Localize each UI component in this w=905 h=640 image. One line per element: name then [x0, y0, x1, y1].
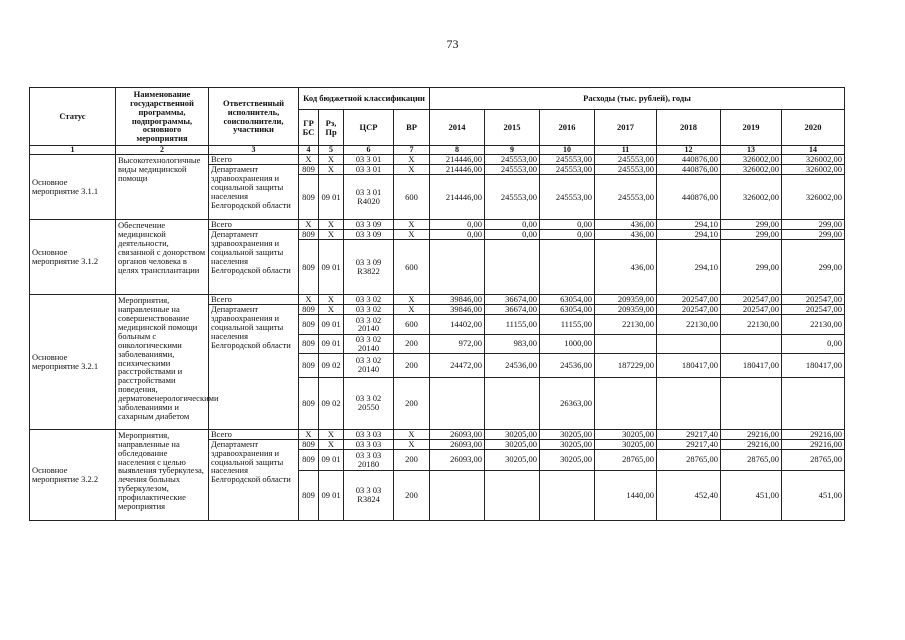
grbs-cell: Х [299, 155, 319, 165]
expense-value: 214446,00 [430, 175, 485, 220]
expense-value: 202547,00 [721, 305, 782, 315]
expense-value: 30205,00 [485, 429, 540, 439]
column-number: 2 [116, 146, 209, 155]
total-label: Всего [209, 429, 299, 439]
expense-value: 29216,00 [782, 439, 845, 449]
expense-value: 36674,00 [485, 295, 540, 305]
expense-value: 326002,00 [721, 165, 782, 175]
expense-value: 0,00 [485, 230, 540, 240]
expense-value: 29217,40 [657, 429, 721, 439]
grbs-cell: 809 [299, 305, 319, 315]
expense-value: 294,10 [657, 220, 721, 230]
expense-value: 63054,00 [540, 305, 595, 315]
rzpr-cell: 09 01 [319, 175, 344, 220]
expense-value: 22130,00 [595, 314, 657, 334]
column-number: 5 [319, 146, 344, 155]
expense-value: 202547,00 [782, 305, 845, 315]
vr-cell: Х [394, 220, 430, 230]
expense-value: 440876,00 [657, 155, 721, 165]
expense-value: 299,00 [782, 220, 845, 230]
expense-value: 30205,00 [540, 449, 595, 470]
expense-value [782, 377, 845, 429]
expense-value [485, 377, 540, 429]
csr-cell: 03 3 01 [344, 165, 394, 175]
expense-value: 245553,00 [485, 175, 540, 220]
activity-name-cell: Мероприятия, направленные на совершенствование медицинской помощи больным с онкологическими заболеваниями, психическими расстройствами и расстройствами поведения, дерматовенерологическими заболеваниями и сахарным диабетом [116, 295, 209, 430]
column-number: 12 [657, 146, 721, 155]
expense-value: 24536,00 [485, 353, 540, 377]
csr-cell: 03 3 01 [344, 155, 394, 165]
csr-cell: 03 3 02 20140 [344, 334, 394, 353]
expense-value [595, 334, 657, 353]
grbs-cell: Х [299, 295, 319, 305]
rzpr-cell: Х [319, 305, 344, 315]
vr-cell: 200 [394, 449, 430, 470]
expense-value: 29216,00 [721, 429, 782, 439]
expense-value [430, 377, 485, 429]
header-name: Наименование государственной программы, подпрограммы, основного мероприятия [116, 88, 209, 146]
expense-value: 11155,00 [540, 314, 595, 334]
grbs-cell: 809 [299, 377, 319, 429]
expense-value: 28765,00 [657, 449, 721, 470]
status-cell: Основное мероприятие 3.1.2 [30, 220, 116, 295]
activity-name-cell: Мероприятия, направленные на обследование населения с целью выявления туберкулеза, лечения больных туберкулезом, профилактические мероприятия [116, 429, 209, 520]
expense-value: 0,00 [430, 220, 485, 230]
expense-value: 0,00 [485, 220, 540, 230]
csr-cell: 03 3 02 [344, 305, 394, 315]
column-number: 11 [595, 146, 657, 155]
expense-value: 26093,00 [430, 429, 485, 439]
expense-value: 245553,00 [595, 175, 657, 220]
rzpr-cell: 09 01 [319, 470, 344, 520]
expense-value: 36674,00 [485, 305, 540, 315]
executor-cell: Департамент здравоохранения и социальной защиты населения Белгородской области [209, 305, 299, 430]
expense-value: 0,00 [540, 230, 595, 240]
column-number: 4 [299, 146, 319, 155]
header-rzpr: Рз, Пр [319, 110, 344, 146]
csr-cell: 03 3 03 20180 [344, 449, 394, 470]
rzpr-cell: Х [319, 439, 344, 449]
expense-value: 0,00 [540, 220, 595, 230]
grbs-cell: 809 [299, 230, 319, 240]
grbs-cell: 809 [299, 314, 319, 334]
expense-value [540, 240, 595, 295]
csr-cell: 03 3 02 20140 [344, 314, 394, 334]
expense-value: 28765,00 [782, 449, 845, 470]
expense-value: 202547,00 [657, 295, 721, 305]
vr-cell: 200 [394, 377, 430, 429]
expense-value: 180417,00 [782, 353, 845, 377]
grbs-cell: Х [299, 429, 319, 439]
expense-value [430, 470, 485, 520]
table-row [30, 155, 845, 165]
rzpr-cell: Х [319, 155, 344, 165]
expense-value: 209359,00 [595, 305, 657, 315]
vr-cell: 200 [394, 470, 430, 520]
expense-value: 440876,00 [657, 165, 721, 175]
expense-value: 299,00 [721, 240, 782, 295]
column-number: 13 [721, 146, 782, 155]
expense-value: 299,00 [721, 220, 782, 230]
status-cell: Основное мероприятие 3.2.2 [30, 429, 116, 520]
grbs-cell: 809 [299, 175, 319, 220]
expense-value: 299,00 [782, 240, 845, 295]
vr-cell: 600 [394, 240, 430, 295]
grbs-cell: 809 [299, 165, 319, 175]
grbs-cell: Х [299, 220, 319, 230]
expense-value: 11155,00 [485, 314, 540, 334]
expense-value: 180417,00 [721, 353, 782, 377]
column-number: 9 [485, 146, 540, 155]
expense-value: 187229,00 [595, 353, 657, 377]
csr-cell: 03 3 09 R3822 [344, 240, 394, 295]
table-row [30, 429, 845, 439]
rzpr-cell: Х [319, 295, 344, 305]
vr-cell: 600 [394, 175, 430, 220]
column-number: 1 [30, 146, 116, 155]
expense-value: 245553,00 [540, 155, 595, 165]
vr-cell: Х [394, 429, 430, 439]
expense-value: 30205,00 [485, 449, 540, 470]
csr-cell: 03 3 02 [344, 295, 394, 305]
grbs-cell: 809 [299, 470, 319, 520]
grbs-cell: 809 [299, 240, 319, 295]
csr-cell: 03 3 03 R3824 [344, 470, 394, 520]
total-label: Всего [209, 220, 299, 230]
column-number: 8 [430, 146, 485, 155]
vr-cell: Х [394, 305, 430, 315]
expense-value: 14402,00 [430, 314, 485, 334]
expense-value: 451,00 [721, 470, 782, 520]
column-number-row [30, 146, 845, 155]
vr-cell: 200 [394, 353, 430, 377]
total-label: Всего [209, 155, 299, 165]
expense-value: 245553,00 [595, 155, 657, 165]
expense-value: 326002,00 [721, 175, 782, 220]
expense-value: 29217,40 [657, 439, 721, 449]
expense-value: 39846,00 [430, 305, 485, 315]
expense-value: 202547,00 [782, 295, 845, 305]
expense-value: 436,00 [595, 230, 657, 240]
rzpr-cell: 09 01 [319, 449, 344, 470]
expense-value: 24472,00 [430, 353, 485, 377]
expense-value [721, 377, 782, 429]
expense-value: 39846,00 [430, 295, 485, 305]
expense-value [657, 334, 721, 353]
expense-value: 30205,00 [485, 439, 540, 449]
expense-value [430, 240, 485, 295]
table-row [30, 295, 845, 305]
csr-cell: 03 3 03 [344, 439, 394, 449]
rzpr-cell: Х [319, 429, 344, 439]
header-year: 2019 [721, 110, 782, 146]
column-number: 6 [344, 146, 394, 155]
vr-cell: Х [394, 155, 430, 165]
table-row [30, 220, 845, 230]
grbs-cell: 809 [299, 449, 319, 470]
header-year: 2017 [595, 110, 657, 146]
expense-value: 1440,00 [595, 470, 657, 520]
csr-cell: 03 3 03 [344, 429, 394, 439]
expense-value: 0,00 [782, 334, 845, 353]
expense-value [540, 470, 595, 520]
header-csr: ЦСР [344, 110, 394, 146]
expense-value: 326002,00 [782, 175, 845, 220]
csr-cell: 03 3 02 20550 [344, 377, 394, 429]
vr-cell: Х [394, 295, 430, 305]
grbs-cell: 809 [299, 439, 319, 449]
expense-value: 180417,00 [657, 353, 721, 377]
expense-value: 63054,00 [540, 295, 595, 305]
executor-cell: Департамент здравоохранения и социальной защиты населения Белгородской области [209, 439, 299, 520]
expense-value: 28765,00 [721, 449, 782, 470]
page-number: 73 [446, 37, 459, 51]
table-body [30, 146, 845, 521]
csr-cell: 03 3 09 [344, 220, 394, 230]
header-year: 2015 [485, 110, 540, 146]
expense-value: 202547,00 [721, 295, 782, 305]
vr-cell: 200 [394, 334, 430, 353]
expense-value: 0,00 [430, 230, 485, 240]
csr-cell: 03 3 01 R4020 [344, 175, 394, 220]
grbs-cell: 809 [299, 353, 319, 377]
expense-value [485, 240, 540, 295]
column-number: 3 [209, 146, 299, 155]
status-cell: Основное мероприятие 3.1.1 [30, 155, 116, 220]
vr-cell: 600 [394, 314, 430, 334]
expense-value: 245553,00 [485, 155, 540, 165]
header-year: 2020 [782, 110, 845, 146]
vr-cell: Х [394, 230, 430, 240]
expense-value [721, 334, 782, 353]
header-responsible: Ответственный исполнитель, соисполнители, участники [209, 88, 299, 146]
expense-value: 29216,00 [782, 429, 845, 439]
header-year: 2018 [657, 110, 721, 146]
rzpr-cell: Х [319, 230, 344, 240]
budget-table [29, 87, 845, 521]
expense-value: 26363,00 [540, 377, 595, 429]
expense-value: 245553,00 [540, 165, 595, 175]
header-year: 2014 [430, 110, 485, 146]
csr-cell: 03 3 09 [344, 230, 394, 240]
csr-cell: 03 3 02 20140 [344, 353, 394, 377]
expense-value: 299,00 [721, 230, 782, 240]
header-vr: ВР [394, 110, 430, 146]
expense-value: 440876,00 [657, 175, 721, 220]
expense-value: 972,00 [430, 334, 485, 353]
column-number: 7 [394, 146, 430, 155]
expense-value: 202547,00 [657, 305, 721, 315]
expense-value: 326002,00 [782, 165, 845, 175]
expense-value: 29216,00 [721, 439, 782, 449]
expense-value: 294,10 [657, 230, 721, 240]
executor-cell: Департамент здравоохранения и социальной защиты населения Белгородской области [209, 165, 299, 220]
vr-cell: Х [394, 165, 430, 175]
rzpr-cell: 09 02 [319, 377, 344, 429]
rzpr-cell: 09 01 [319, 334, 344, 353]
table-header [30, 88, 845, 146]
header-year: 2016 [540, 110, 595, 146]
expense-value: 22130,00 [782, 314, 845, 334]
grbs-cell: 809 [299, 334, 319, 353]
expense-value: 1000,00 [540, 334, 595, 353]
expense-value: 436,00 [595, 240, 657, 295]
expense-value: 294,10 [657, 240, 721, 295]
expense-value: 245553,00 [595, 165, 657, 175]
expense-value: 30205,00 [540, 429, 595, 439]
header-status: Статус [30, 88, 116, 146]
total-label: Всего [209, 295, 299, 305]
header-expenses-group: Расходы (тыс. рублей), годы [430, 88, 845, 110]
column-number: 10 [540, 146, 595, 155]
expense-value: 299,00 [782, 230, 845, 240]
column-number: 14 [782, 146, 845, 155]
rzpr-cell: Х [319, 220, 344, 230]
expense-value: 214446,00 [430, 165, 485, 175]
expense-value: 30205,00 [595, 439, 657, 449]
expense-value: 28765,00 [595, 449, 657, 470]
header-grbs: ГР БС [299, 110, 319, 146]
expense-value: 26093,00 [430, 439, 485, 449]
status-cell: Основное мероприятие 3.2.1 [30, 295, 116, 430]
rzpr-cell: 09 01 [319, 240, 344, 295]
expense-value: 22130,00 [721, 314, 782, 334]
expense-value: 245553,00 [540, 175, 595, 220]
executor-cell: Департамент здравоохранения и социальной защиты населения Белгородской области [209, 230, 299, 295]
expense-value: 983,00 [485, 334, 540, 353]
header-code-group: Код бюджетной классификации [299, 88, 430, 110]
expense-value: 214446,00 [430, 155, 485, 165]
expense-value [485, 470, 540, 520]
expense-value: 451,00 [782, 470, 845, 520]
rzpr-cell: 09 01 [319, 314, 344, 334]
activity-name-cell: Высокотехнологичные виды медицинской помощи [116, 155, 209, 220]
expense-value: 22130,00 [657, 314, 721, 334]
expense-value: 326002,00 [782, 155, 845, 165]
expense-value: 26093,00 [430, 449, 485, 470]
expense-value: 209359,00 [595, 295, 657, 305]
expense-value: 326002,00 [721, 155, 782, 165]
expense-value [595, 377, 657, 429]
expense-value: 24536,00 [540, 353, 595, 377]
expense-value: 30205,00 [595, 429, 657, 439]
rzpr-cell: Х [319, 165, 344, 175]
activity-name-cell: Обеспечение медицинской деятельности, связанной с донорством органов человека в целях трансплантации [116, 220, 209, 295]
expense-value: 245553,00 [485, 165, 540, 175]
expense-value [657, 377, 721, 429]
expense-value: 30205,00 [540, 439, 595, 449]
rzpr-cell: 09 02 [319, 353, 344, 377]
expense-value: 436,00 [595, 220, 657, 230]
expense-value: 452,40 [657, 470, 721, 520]
vr-cell: Х [394, 439, 430, 449]
